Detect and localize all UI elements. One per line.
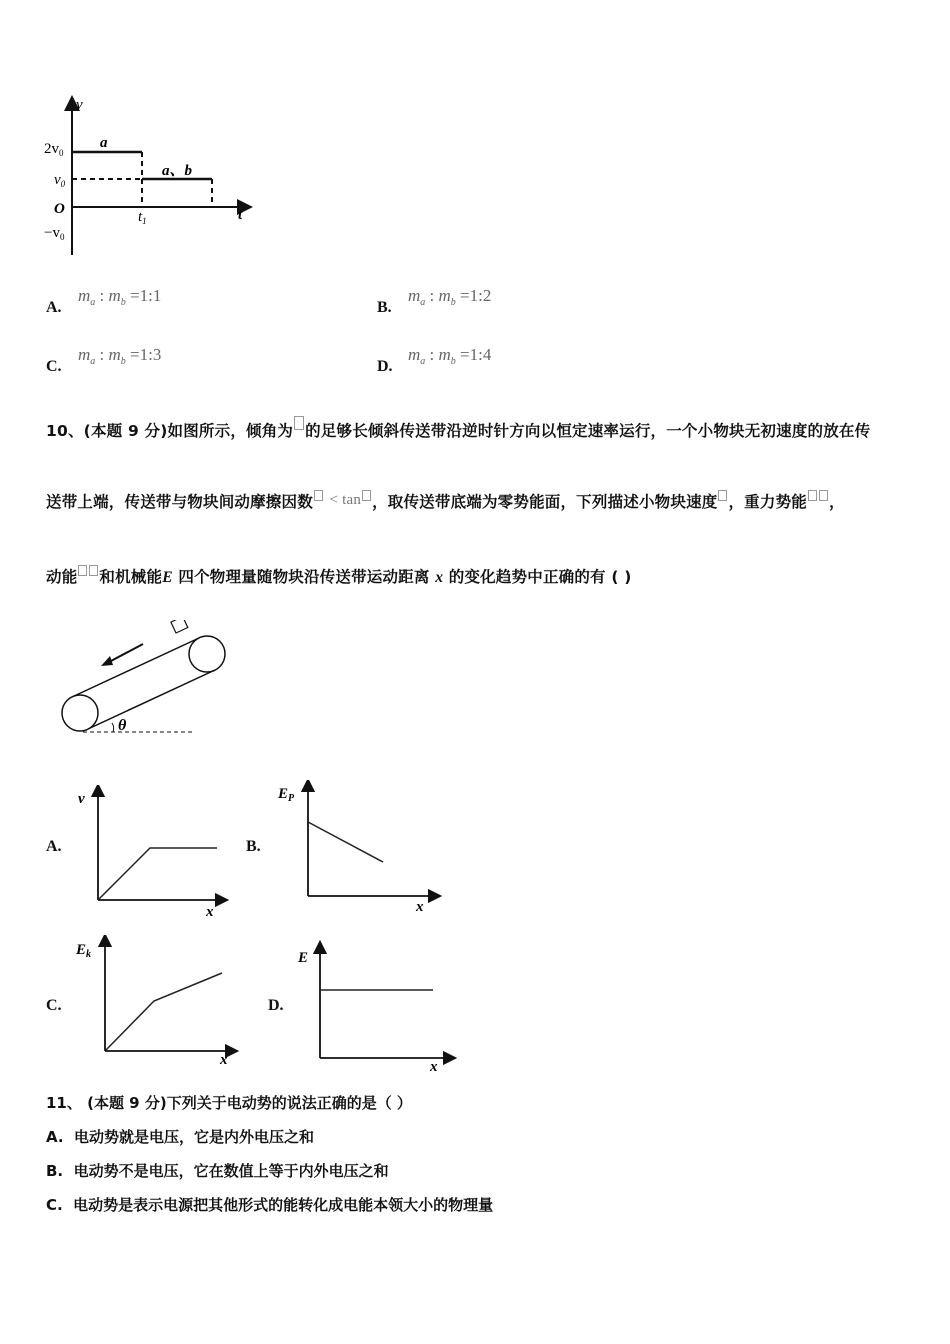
placeholder-v-icon	[718, 490, 727, 501]
vt-x-label: t	[238, 207, 243, 223]
q9-option-b-formula: $m_a$ : $m_b$ =1:2	[408, 286, 492, 308]
q10-stem-line2: 送带上端，传送带与物块间动摩擦因数 < tan ，取传送带底端为零势能面，下列描述小物块速度 ，重力势能 ，	[46, 492, 845, 511]
graph-b-x-label: x	[416, 899, 424, 915]
graph-a-curve	[98, 848, 217, 900]
vt-graph	[40, 95, 270, 260]
placeholder-ek-sub-icon	[89, 565, 98, 576]
graph-c	[72, 935, 242, 1070]
placeholder-theta-icon	[362, 490, 371, 501]
q11-stem: 11、 (本题 9 分)下列关于电动势的说法正确的是（ ）	[46, 1094, 412, 1112]
arrow-head-icon	[101, 656, 113, 666]
block	[171, 620, 188, 633]
q10-stem-line3: 动能 和机械能E 四个物理量随物块沿传送带运动距离 x 的变化趋势中正确的有 ( )	[46, 565, 632, 587]
vt-tick-2v0: $2v_0$	[44, 141, 64, 158]
placeholder-ep-icon	[808, 490, 817, 501]
q11-option-a[interactable]: A. 电动势就是电压，它是内外电压之和	[46, 1128, 315, 1146]
vt-origin: O	[54, 201, 65, 217]
vt-tick-t1: $t_1$	[138, 209, 147, 226]
graph-b-curve	[308, 822, 383, 862]
vt-tick-neg-v0: $-v_0$	[44, 225, 65, 242]
q9-option-b-label[interactable]: B.	[377, 299, 392, 316]
graph-c-curve	[105, 973, 222, 1051]
upper-pulley	[189, 636, 225, 672]
q9-option-c-label[interactable]: C.	[46, 358, 62, 375]
graph-c-x-label: x	[220, 1052, 228, 1068]
q10-stem-line1: 10、(本题 9 分)如图所示，倾角为 的足够长倾斜传送带沿逆时针方向以恒定速率运行，一个小物块无初速度的放在传	[46, 416, 870, 441]
graph-a-x-label: x	[206, 904, 214, 920]
conveyor-figure	[55, 620, 245, 745]
placeholder-ep-sub-icon	[819, 490, 828, 501]
q10-option-b-label[interactable]: B.	[246, 838, 261, 855]
placeholder-mu-icon	[314, 490, 323, 501]
angle-arc	[112, 723, 114, 732]
q9-option-d-label[interactable]: D.	[377, 358, 393, 375]
graph-c-y-label: $E_k$	[76, 942, 92, 960]
vt-y-label: v	[76, 97, 83, 113]
vt-tick-v0: $v_0$	[54, 172, 66, 189]
graph-d-y-label: E	[298, 950, 309, 966]
placeholder-ek-icon	[78, 565, 87, 576]
graph-b	[275, 780, 445, 915]
graph-a	[70, 785, 230, 920]
q9-option-a-label[interactable]: A.	[46, 299, 62, 316]
q10-option-c-label[interactable]: C.	[46, 997, 62, 1014]
arrow-icon	[109, 644, 143, 662]
vt-label-a: a	[100, 135, 108, 151]
q10-option-a-label[interactable]: A.	[46, 838, 62, 855]
graph-b-y-label: $E_P$	[278, 786, 295, 804]
graph-a-y-label: v	[78, 791, 85, 807]
q9-option-c-formula: $m_a$ : $m_b$ =1:3	[78, 345, 162, 367]
placeholder-theta-icon	[294, 416, 304, 430]
q11-option-c[interactable]: C. 电动势是表示电源把其他形式的能转化成电能本领大小的物理量	[46, 1196, 494, 1214]
lower-pulley	[62, 695, 98, 731]
angle-theta-label: θ	[118, 717, 127, 734]
graph-d	[292, 940, 462, 1075]
q11-option-b[interactable]: B. 电动势不是电压，它在数值上等于内外电压之和	[46, 1162, 389, 1180]
q10-option-d-label[interactable]: D.	[268, 997, 284, 1014]
q9-option-a-formula: $m_a$ : $m_b$ =1:1	[78, 286, 162, 308]
belt-bottom	[88, 670, 215, 729]
vt-label-ab: a、b	[162, 163, 193, 179]
q9-option-d-formula: $m_a$ : $m_b$ =1:4	[408, 345, 492, 367]
graph-d-x-label: x	[430, 1059, 438, 1075]
